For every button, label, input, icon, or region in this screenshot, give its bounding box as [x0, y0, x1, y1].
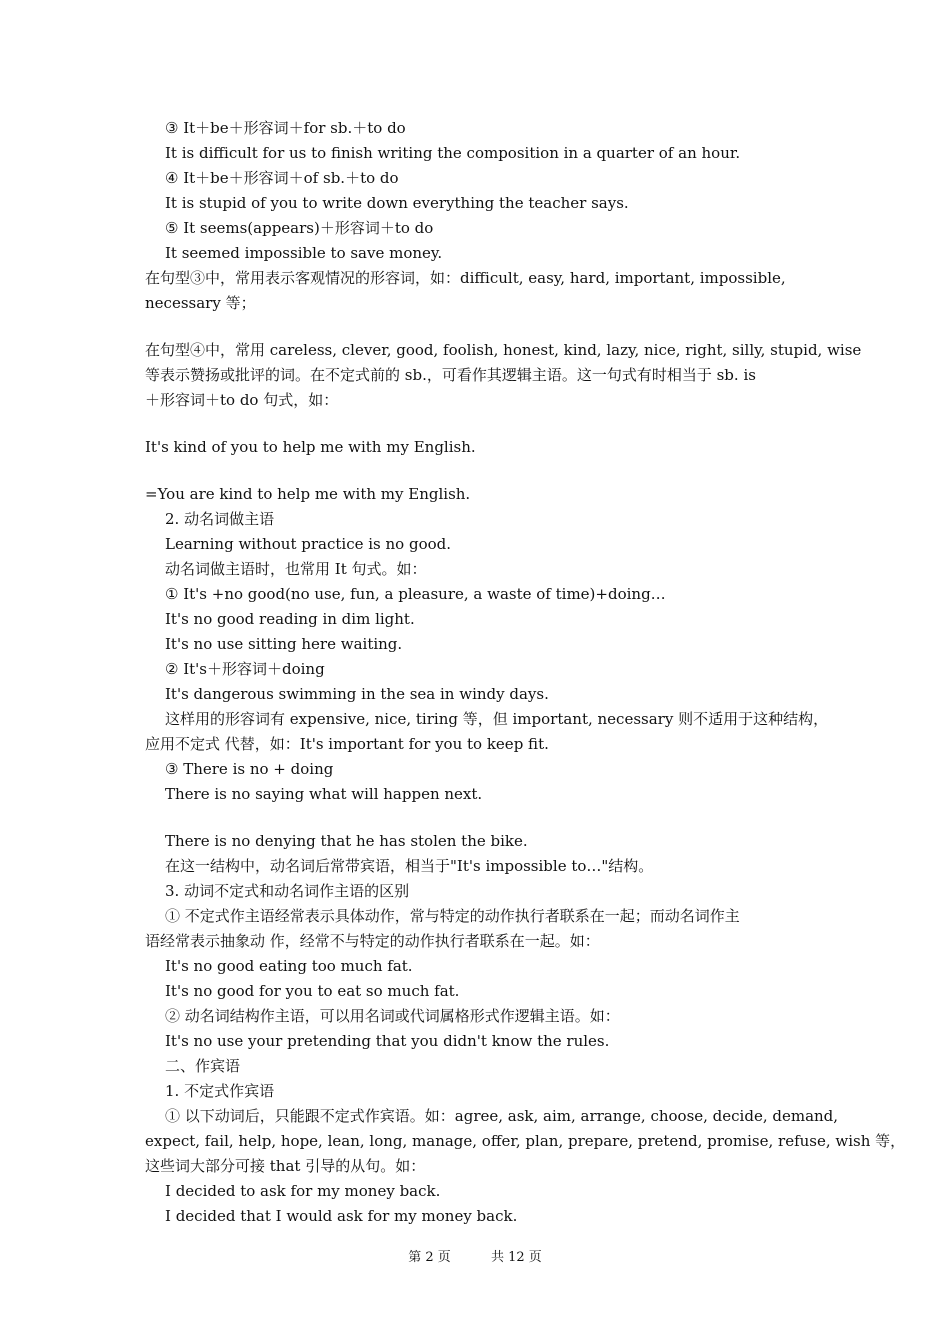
text-line: 等表示赞扬或批评的词。在不定式前的 sb.，可看作其逻辑主语。这一句式有时相当于 sb. is	[145, 366, 756, 384]
page-footer	[0, 1248, 950, 1268]
text-line: 这样用的形容词有 expensive, nice, tiring 等，但 important, necessary 则不适用于这种结构，	[165, 710, 829, 728]
text-line: It's no good eating too much fat.	[165, 957, 413, 975]
text-line: necessary 等；	[145, 294, 256, 312]
text-line: It's kind of you to help me with my English.	[145, 438, 476, 456]
text-line: ③ There is no + doing	[165, 760, 334, 778]
text-line: I decided that I would ask for my money back.	[165, 1207, 518, 1225]
text-line: It's no use your pretending that you didn't know the rules.	[165, 1032, 610, 1050]
section-heading: 2. 动名词做主语	[165, 510, 275, 528]
page-number: 第 2 页	[408, 1250, 451, 1265]
text-line: It's no good reading in dim light.	[165, 610, 415, 628]
text-line: There is no saying what will happen next.	[165, 785, 483, 803]
text-line: Learning without practice is no good.	[165, 535, 451, 553]
text-line: ⑤ It seems(appears)＋形容词＋to do	[165, 219, 434, 237]
text-line: 在句型③中，常用表示客观情况的形容词，如：difficult, easy, hard, important, impossible,	[145, 269, 786, 287]
page-total: 共 12 页	[490, 1250, 542, 1265]
text-line: =You are kind to help me with my English.	[145, 485, 471, 503]
text-line: expect, fail, help, hope, lean, long, manage, offer, plan, prepare, pretend, promise, refuse, wish 等，	[145, 1132, 906, 1150]
text-line: ③ It＋be＋形容词＋for sb.＋to do	[165, 119, 406, 137]
text-line: It's dangerous swimming in the sea in windy days.	[165, 685, 549, 703]
section-heading: 1. 不定式作宾语	[165, 1082, 275, 1100]
text-line: ② It's＋形容词＋doing	[165, 660, 325, 678]
text-line: It's no use sitting here waiting.	[165, 635, 403, 653]
text-line: ① It's +no good(no use, fun, a pleasure, a waste of time)+doing…	[165, 585, 666, 603]
text-line: ＋形容词＋to do 句式，如：	[145, 391, 339, 409]
text-line: ② 动名词结构作主语，可以用名词或代词属格形式作逻辑主语。如：	[165, 1007, 620, 1025]
text-line: 在句型④中，常用 careless, clever, good, foolish, honest, kind, lazy, nice, right, silly, stupid, wise	[145, 341, 862, 359]
text-line: It is difficult for us to finish writing the composition in a quarter of an hour.	[165, 144, 741, 162]
text-line: 这些词大部分可接 that 引导的从句。如：	[145, 1157, 426, 1175]
text-line: I decided to ask for my money back.	[165, 1182, 441, 1200]
text-line: It's no good for you to eat so much fat.	[165, 982, 460, 1000]
text-line: 动名词做主语时，也常用 It 句式。如：	[165, 560, 427, 578]
text-line: There is no denying that he has stolen the bike.	[165, 832, 528, 850]
text-line: ① 不定式作主语经常表示具体动作，常与特定的动作执行者联系在一起；而动名词作主	[165, 907, 740, 925]
section-heading: 3. 动词不定式和动名词作主语的区别	[165, 882, 410, 900]
text-line: ① 以下动词后，只能跟不定式作宾语。如：agree, ask, aim, arrange, choose, decide, demand,	[165, 1107, 839, 1125]
text-line: It is stupid of you to write down everything the teacher says.	[165, 194, 629, 212]
section-heading: 二、作宾语	[165, 1057, 241, 1075]
text-line: 应用不定式 代替，如：It's important for you to keep fit.	[145, 735, 549, 753]
text-line: 语经常表示抽象动 作，经常不与特定的动作执行者联系在一起。如：	[145, 932, 600, 950]
text-line: It seemed impossible to save money.	[165, 244, 443, 262]
text-line: ④ It＋be＋形容词＋of sb.＋to do	[165, 169, 399, 187]
text-line: 在这一结构中，动名词后常带宾语，相当于"It's impossible to…"结构。	[165, 857, 654, 875]
